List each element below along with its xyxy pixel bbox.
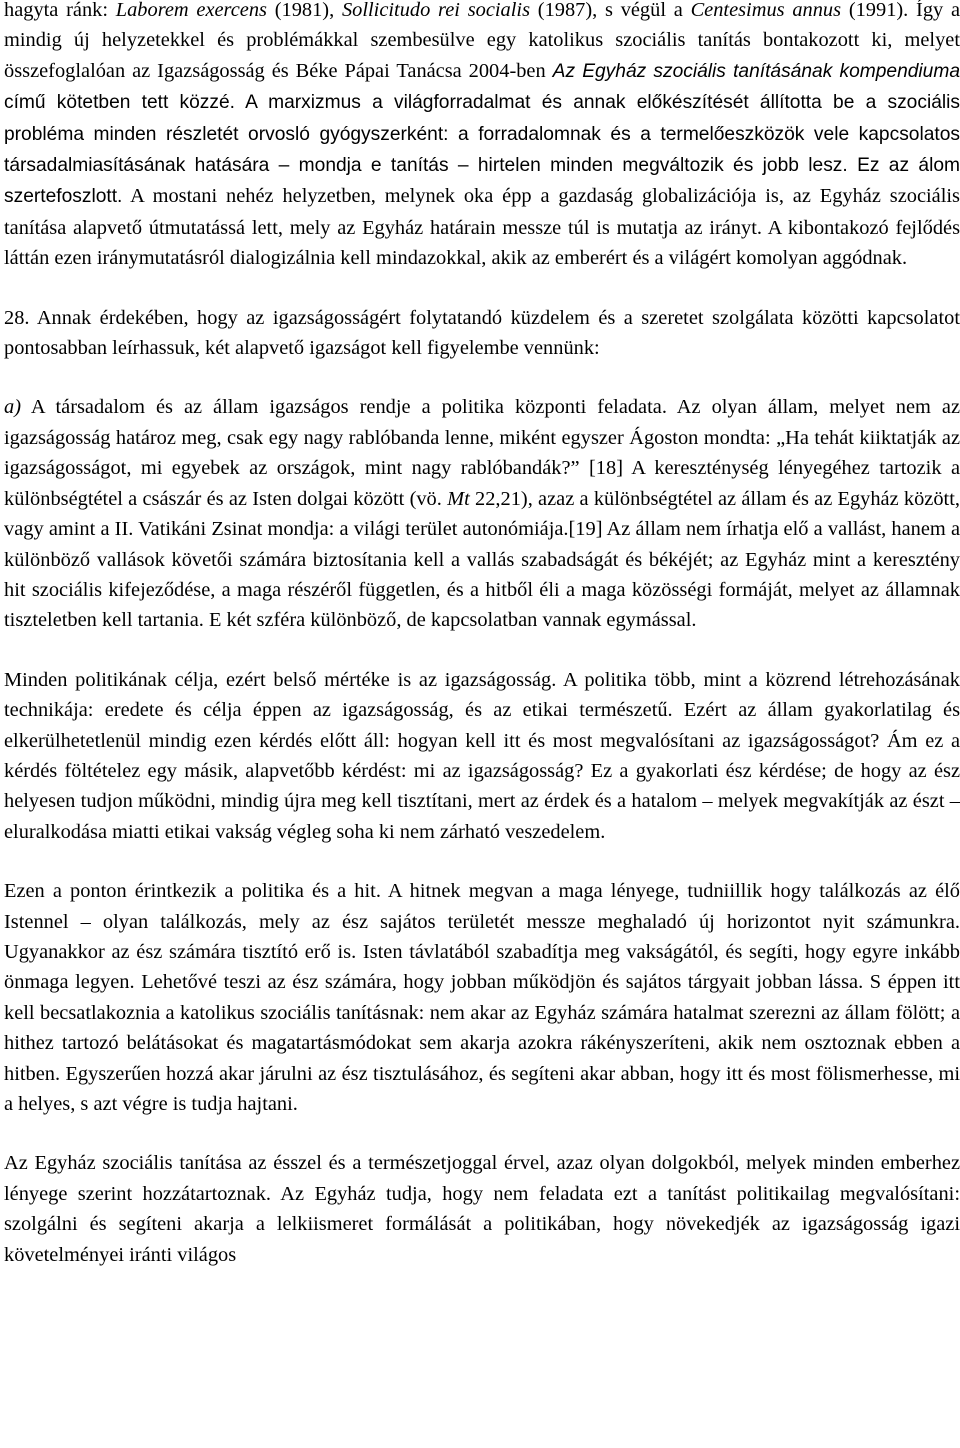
text-run: (1987), s végül a [530, 0, 691, 21]
text-run: hagyta ránk: [4, 0, 116, 21]
paragraph-28: 28. Annak érdekében, hogy az igazságosságért folytatandó küzdelem és a szeretet szolgálata közötti kapcsolatot pontosabban leírhassuk, két alapvető igazságot kell figyelembe vennünk: [4, 306, 960, 360]
text-run: (1991). Így a mindig új helyzetekkel és problémákkal szembesülve egy katolikus szociális tanítás bontakozott ki, melyet összefoglalóan az Igazságosság és Béke Pápai Tanácsa 2004-ben [4, 0, 960, 82]
paragraph-spacer [4, 1119, 960, 1148]
text-run: (1981), [266, 0, 342, 21]
paragraph-spacer [4, 636, 960, 665]
citation-mt: Mt [447, 487, 470, 510]
paragraph-spacer [4, 274, 960, 303]
paragraph-spacer [4, 363, 960, 392]
paragraph-a [4, 392, 960, 635]
list-marker-a: a) [4, 396, 21, 419]
title-laborem-exercens: Laborem exercens [115, 0, 267, 21]
paragraph-politics-justice: Minden politikának célja, ezért belső mértéke is az igazságosság. A politika több, mint a közrend létrehozásának technikája: eredete és célja éppen az igazságosság, és az etikai természetű. Ezért az állam gyakorlatilag és elkerülhetetlenül mindig ezen kérdés előtt áll: hogyan kell itt és most megvalósítani az igazságosságot? Ám ez a kérdés föltételez egy másik, alapvetőbb kérdést: mi az igazságosság? Ez a gyakorlati ész kérdése; de hogy az ész helyesen tudjon működni, mindig újra meg kell tisztítani, mert az érdek és a hatalom – melyek megvakítják az észt – eluralkodása miatti etikai vakság végleg soha ki nem zárható veszedelem. [4, 668, 960, 843]
text-run: A társadalom és az állam igazságos rendje a politika központi feladata. Az olyan állam, melyet nem az igazságosság határoz meg, csak egy nagy rablóbanda lenne, miként egyszer Ágoston mondta: „Ha tehát kiiktatják az igazságosságot, mi egyebek az országok, mint nagy rablóbandák?” [18] A kereszténység lényegéhez tartozik a különbségtétel a császár és az Isten dolgai között (vö. [4, 396, 960, 510]
paragraph-politics-faith: Ezen a ponton érintkezik a politika és a hit. A hitnek megvan a maga lényege, tudniillik hogy találkozás az élő Istennel – olyan találkozás, mely az ész sajátos területét messze meghaladó új horizontot nyit számunkra. Ugyanakkor az ész számára tisztító erő is. Isten távlatából szabadítja meg vakságától, és segíti, hogy egyre inkább önmaga legyen. Lehetővé teszi az ész számára, hogy jobban működjön és sajátos tárgyait jobban lássa. S éppen itt kell becsatlakoznia a katolikus szociális tanításnak: nem akar az Egyház számára hatalmat szerezni az állam fölött; a hithez tartozó belátásokat és magatartásmódokat sem akarja azokra rákényszeríteni, akik nem osztoznak ebben a hitben. Egyszerűen hozzá akar járulni az ész tisztulásához, és segíteni akar abban, hogy itt és most fölismerhesse, mi a helyes, s azt végre is tudja hajtani. [4, 880, 960, 1115]
title-centesimus-annus: Centesimus annus [690, 0, 842, 21]
text-run: A mostani nehéz helyzetben, melynek oka épp a gazdaság globalizációja is, az Egyház szociális tanítása alapvető útmutatássá lett, mely az Egyház határain messze túl is mutatja az irányt. A kibontakozó fejlődés láttán ezen iránymutatásról dialogizálnia kell mindazokkal, akik az emberért és a világért komolyan aggódnak. [4, 185, 960, 270]
title-kompendium: Az Egyház szociális tanításának kompendiuma [552, 60, 960, 82]
text-run: 22,21), azaz a különbségtétel az állam és az Egyház között, vagy amint a II. Vatikáni Zsinat mondja: a világi terület autonómiája.[19] Az állam nem írhatja elő a vallást, hanem a különböző vallások követői számára biztosítania kell a vallás szabadságát és békéjét; az Egyház mint a keresztény hit szociális kifejeződése, a maga részéről független, és a hitből éli a maga közösségi formáját, melyet az államnak tiszteletben kell tartania. E két szféra különböző, de kapcsolatban vannak egymással. [4, 487, 960, 632]
paragraph-encyclicals [4, 0, 960, 274]
paragraph-spacer [4, 847, 960, 876]
title-sollicitudo-rei-socialis: Sollicitudo rei socialis [341, 0, 531, 21]
text-run-marxism: A marxizmus a világforradalmat és annak előkészítését állította be a szociális probléma minden részletét orvosló gyógyszerként: a forradalomnak és a termelőeszközök vele kapcsolatos társadalmiasításának hatására – mondja e tanítás – hirtelen minden megváltozik és jobb lesz. Ez az álom szertefoszlott. [4, 92, 960, 208]
text-run: című kötetben tett közzé. [4, 92, 235, 114]
paragraph-social-teaching: Az Egyház szociális tanítása az ésszel és a természetjoggal érvel, azaz olyan dolgokból, melyek minden emberhez lényege szerint hozzátartoznak. Az Egyház tudja, hogy nem feladata ezt a tanítást politikailag megvalósítani: szolgálni és segíteni akarja a lelkiismeret formálását a politikában, hogy növekedjék az igazságosság igazi követelményei iránti világos [4, 1152, 960, 1266]
